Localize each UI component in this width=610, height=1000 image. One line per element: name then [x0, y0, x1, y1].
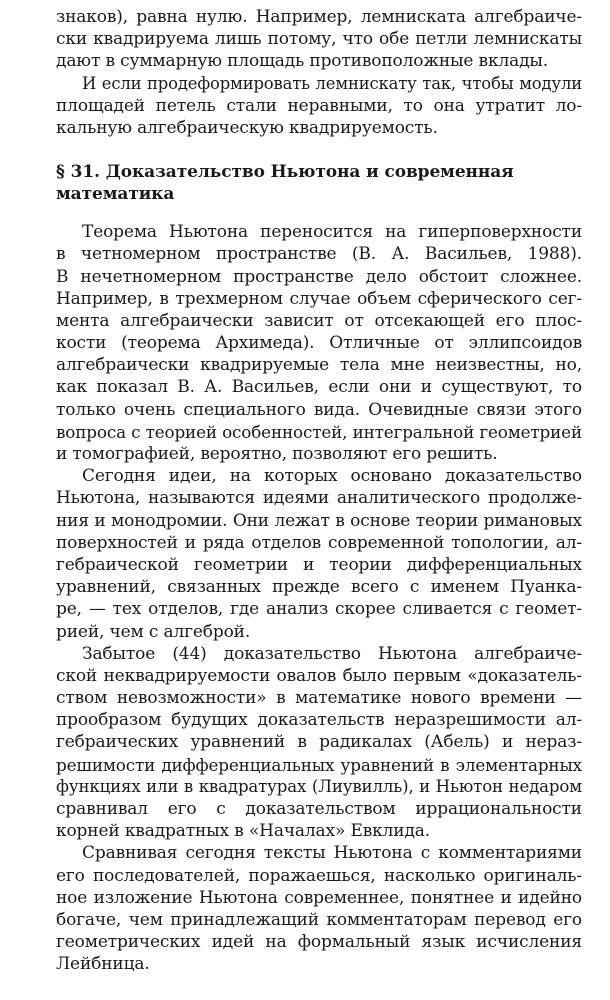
- text-line: площадей петель стали неравными, то она утратит ло-: [56, 95, 582, 116]
- text-line: дают в суммарную площадь противоположные вклады.: [56, 51, 549, 72]
- paragraph-theorem: [56, 221, 582, 465]
- text-line: решимости дифференциальных уравнений в элементарных: [56, 754, 582, 775]
- text-line: сравнивал его с доказательством иррациональности: [56, 799, 582, 819]
- text-line: Например, в трехмерном случае объем сферического сег-: [56, 288, 582, 309]
- text-line: рией, чем с алгеброй.: [56, 621, 251, 642]
- text-line: его последователей, поражаешься, насколько оригиналь-: [56, 865, 582, 886]
- text-line: в четномерном пространстве (В. А. Васильев, 1988).: [56, 244, 582, 265]
- text-line: богаче, чем принадлежащий комментаторам перевод его: [56, 909, 582, 930]
- text-line: Сравнивая сегодня тексты Ньютона с комментариями: [82, 843, 582, 864]
- text-line: только очень специального вида. Очевидные связи этого: [56, 399, 582, 420]
- text-line: ния и монодромии. Они лежат в основе теории римановых: [56, 510, 582, 531]
- text-line: Ньютона, называются идеями аналитического продолже-: [56, 488, 582, 509]
- text-line: кости (теорема Архимеда). Отличные от эллипсоидов: [56, 333, 582, 354]
- text-line: поверхностей и ряда отделов современной топологии, ал-: [56, 532, 582, 553]
- text-line: ством невозможности» в математике нового времени —: [56, 688, 582, 709]
- text-line: Забытое (44) доказательство Ньютона алгебраиче-: [82, 643, 582, 664]
- text-line: ски квадрируема лишь потому, что обе петли лемнискаты: [56, 29, 582, 50]
- text-line: как показал В. А. Васильев, если они и существуют, то: [56, 377, 582, 398]
- text-line: кальную алгебраическую квадрируемость.: [56, 117, 438, 138]
- text-line: вопроса с теорией особенностей, интегральной геометрией: [56, 421, 582, 442]
- text-line: гебраических уравнений в радикалах (Абель) и нераз-: [56, 732, 582, 753]
- text-line: И если продеформировать лемнискату так, чтобы модули: [82, 73, 582, 93]
- text-line: уравнений, связанных прежде всего с именем Пуанка-: [56, 577, 582, 598]
- text-line: Сегодня идеи, на которых основано доказательство: [82, 466, 582, 487]
- text-line: Теорема Ньютона переносится на гиперповерхности: [82, 222, 582, 243]
- text-line: ре, — тех отделов, где анализ скорее сливается с геомет-: [56, 599, 582, 620]
- section-heading: [56, 161, 582, 205]
- paragraph-comparison: [56, 842, 582, 975]
- text-line: ное изложение Ньютона современнее, понятнее и идейно: [56, 887, 582, 908]
- text-line: функциях или в квадратурах (Лиувилль), и Ньютон недаром: [56, 776, 582, 796]
- text-line: ской неквадрируемости овалов было первым «доказатель-: [56, 665, 582, 686]
- text-line: мента алгебраически зависит от отсекающей его плос-: [56, 310, 582, 331]
- text-line: знаков), равна нулю. Например, лемниската алгебраиче-: [56, 7, 582, 27]
- text-line: Лейбница.: [56, 954, 150, 975]
- section-heading-line: § 31. Доказательство Ньютона и современная: [56, 162, 514, 183]
- text-line: и томографией, вероятно, позволяют его решить.: [56, 444, 498, 464]
- paragraph-proof: [56, 643, 582, 843]
- text-line: гебраической геометрии и теории дифференциальных: [56, 554, 582, 575]
- text-line: прообразом будущих доказательств неразрешимости ал-: [56, 710, 582, 731]
- text-line: алгебраически квадрируемые тела мне неизвестны, но,: [56, 355, 582, 376]
- text-line: В нечетномерном пространстве дело обстоит сложнее.: [56, 266, 582, 287]
- section-heading-line: математика: [56, 184, 175, 205]
- paragraph-ideas: [56, 465, 582, 643]
- book-page: [56, 6, 582, 976]
- text-line: корней квадратных в «Началах» Евклида.: [56, 821, 431, 842]
- text-line: геометрических идей на формальный язык исчисления: [56, 932, 582, 953]
- intro-paragraph: [56, 6, 582, 139]
